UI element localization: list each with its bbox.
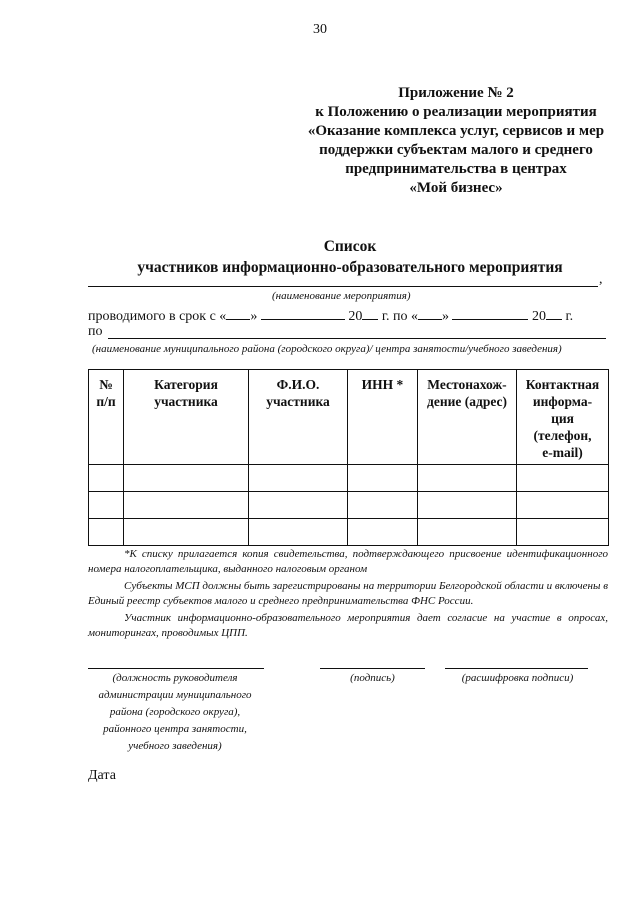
table-cell[interactable] [89, 519, 124, 546]
appendix-line: «Мой бизнес» [409, 180, 503, 196]
table-cell[interactable] [89, 492, 124, 519]
term-row [88, 307, 573, 325]
table-row [89, 465, 609, 492]
appendix-heading [260, 84, 640, 198]
table-row [89, 492, 609, 519]
table-cell[interactable] [249, 492, 348, 519]
table-cell[interactable] [89, 465, 124, 492]
day-from-blank[interactable] [226, 307, 250, 320]
table-cell[interactable] [517, 519, 609, 546]
po-caption: (наименование муниципального района (городского округа)/ центра занятости/учебного заведения) [92, 343, 562, 355]
table-cell[interactable] [348, 492, 418, 519]
header-address: Местонахож- дение (адрес) [418, 370, 517, 465]
decode-line[interactable] [445, 668, 588, 669]
table-cell[interactable] [124, 492, 249, 519]
term-suffix: г. [565, 309, 574, 324]
appendix-line: Приложение № 2 [398, 85, 514, 101]
table-cell[interactable] [249, 465, 348, 492]
appendix-line: к Положению о реализации мероприятия [315, 104, 597, 120]
participants-table [88, 369, 609, 546]
appendix-line: поддержки субъектам малого и среднего [319, 142, 593, 158]
title-line-2: участников информационно-образовательного мероприятия [137, 259, 563, 276]
appendix-line: предпринимательства в центрах [345, 161, 567, 177]
month-from-blank[interactable] [261, 307, 345, 320]
position-line[interactable] [88, 668, 264, 669]
table-cell[interactable] [517, 492, 609, 519]
table-cell[interactable] [124, 465, 249, 492]
term-quote: » [441, 309, 449, 324]
sign-line[interactable] [320, 668, 425, 669]
table-cell[interactable] [124, 519, 249, 546]
table-cell[interactable] [418, 492, 517, 519]
header-category: Категория участника [124, 370, 249, 465]
notes-block [88, 547, 608, 641]
header-fio: Ф.И.О. участника [249, 370, 348, 465]
month-to-blank[interactable] [452, 307, 528, 320]
year-to-prefix: 20 [531, 309, 546, 324]
appendix-line: «Оказание комплекса услуг, сервисов и мер [307, 123, 605, 139]
decode-caption: (расшифровка подписи) [461, 672, 574, 684]
table-cell[interactable] [418, 519, 517, 546]
table-cell[interactable] [418, 465, 517, 492]
table-cell[interactable] [517, 465, 609, 492]
table-cell[interactable] [249, 519, 348, 546]
event-name-caption: (наименование мероприятия) [272, 290, 411, 302]
header-number: № п/п [89, 370, 124, 465]
table-cell[interactable] [348, 519, 418, 546]
position-caption: (должность руководителя администрации муниципального района (городского округа), районного центра занятости, учебного заведения) [98, 672, 252, 752]
year-from-prefix: 20 [348, 309, 363, 324]
term-mid: г. по « [381, 309, 418, 324]
document-title [0, 236, 640, 278]
year-from-blank[interactable] [362, 307, 378, 320]
table-row [89, 519, 609, 546]
date-label: Дата [88, 768, 116, 783]
po-line[interactable] [108, 338, 606, 339]
sign-caption: (подпись) [350, 672, 395, 684]
note-consent: Участник информационно-образовательного мероприятия дает согласие на участие в опросах, мониторингах, проводимых ЦПП. [88, 612, 608, 639]
table-cell[interactable] [348, 465, 418, 492]
table-header-row [89, 370, 609, 465]
header-inn: ИНН * [348, 370, 418, 465]
term-prefix: проводимого в срок с « [88, 309, 227, 324]
comma: , [599, 272, 603, 287]
po-label: по [88, 324, 103, 339]
note-registration: Субъекты МСП должны быть зарегистрированы на территории Белгородской области и включены в Единый реестр субъектов малого и среднего предпринимательства ФНС России. [88, 580, 608, 607]
year-to-blank[interactable] [546, 307, 562, 320]
day-to-blank[interactable] [418, 307, 442, 320]
note-inn: *К списку прилагается копия свидетельства, подтверждающего присвоение идентификационного номера налогоплательщика, выданного налоговым органом [88, 548, 608, 575]
event-name-line[interactable] [88, 286, 598, 287]
term-quote: » [250, 309, 258, 324]
title-line-1: Список [323, 238, 377, 255]
header-contact: Контактная информа- ция (телефон, e-mail) [517, 370, 609, 465]
page-number: 30 [313, 22, 327, 37]
